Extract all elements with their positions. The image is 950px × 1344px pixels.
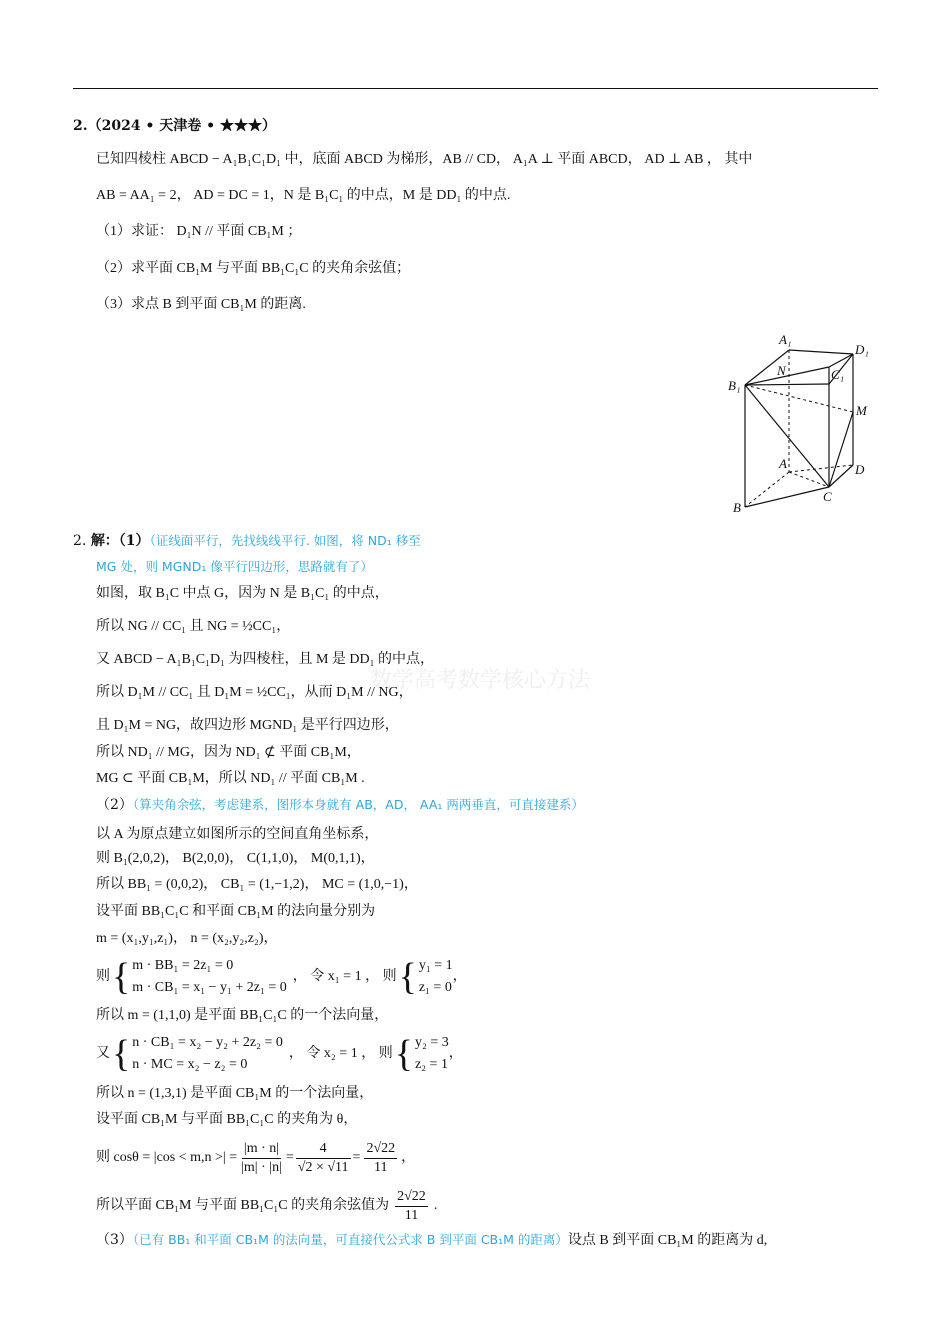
cos-lhs: 则 cosθ = |cos < m,n >| = bbox=[96, 1150, 238, 1165]
sys1-brace-2: { bbox=[398, 956, 417, 998]
sol2-line-5: m = (x₁,y₁,z₁)， n = (x₂,y₂,z₂)， bbox=[96, 931, 278, 946]
label-m: M bbox=[856, 403, 867, 418]
label-n: N bbox=[777, 363, 786, 378]
part2-label: （2） bbox=[96, 797, 133, 813]
answer2-fraction bbox=[395, 1188, 428, 1225]
sol2-line-2: 则 B₁(2,0,2)， B(2,0,0)， C(1,1,0)， M(0,1,1)， bbox=[96, 851, 375, 866]
sol1-line-4: 所以 D₁M // CC₁ 且 D₁M = ½CC₁，从而 D₁M // NG， bbox=[96, 685, 413, 700]
label-d1: D₁ bbox=[855, 342, 869, 357]
header-rule bbox=[73, 88, 878, 89]
cos-fraction-1 bbox=[241, 1140, 282, 1177]
label-b: B bbox=[733, 500, 741, 515]
cos-eq2: = bbox=[352, 1150, 361, 1165]
cos-f3-den: 11 bbox=[374, 1159, 388, 1175]
sys2-end: ， bbox=[448, 1046, 463, 1061]
sys2-r2: z₂ = 1 bbox=[414, 1057, 448, 1072]
watermark: 数学高考数学核心方法 bbox=[370, 668, 591, 693]
sys1-r2: z₁ = 0 bbox=[418, 980, 452, 995]
sys1-prefix: 则 bbox=[96, 969, 110, 984]
cos-end: ， bbox=[401, 1150, 416, 1165]
sys2-prefix: 又 bbox=[96, 1046, 110, 1061]
sys2-r1: y₂ = 3 bbox=[414, 1035, 449, 1050]
sol1-line-3: 又 ABCD − A₁B₁C₁D₁ 为四棱柱，且 M 是 DD₁ 的中点， bbox=[96, 652, 434, 667]
sys1-results bbox=[419, 955, 453, 999]
prism-figure bbox=[725, 332, 875, 517]
sys1-r1: y₁ = 1 bbox=[418, 958, 453, 973]
system-1 bbox=[96, 954, 467, 1000]
cos-fraction-2 bbox=[298, 1140, 349, 1177]
part3-label: （3） bbox=[96, 1232, 133, 1248]
sys2-brace-2: { bbox=[394, 1033, 413, 1075]
hint-part2: （算夹角余弦，考虑建系，图形本身就有 AB，AD， AA₁ 两两垂直，可直接建系） bbox=[132, 797, 584, 812]
question-stem-line-1: 已知四棱柱 ABCD − A₁B₁C₁D₁ 中，底面 ABCD 为梯形，AB // CD， A₁A ⊥ 平面 ABCD， AD ⊥ AB ， 其中 bbox=[96, 152, 753, 167]
question-header bbox=[73, 116, 276, 136]
sol1-line-5: 且 D₁M = NG，故四边形 MGND₁ 是平行四边形， bbox=[96, 718, 399, 733]
label-c: C bbox=[823, 489, 832, 504]
cos-equation bbox=[96, 1137, 415, 1179]
sys2-equations bbox=[132, 1032, 283, 1076]
sol2-n-line: 所以 n = (1,3,1) 是平面 CB₁M 的一个法向量， bbox=[96, 1086, 374, 1101]
question-part-1: （1）求证： D₁N // 平面 CB₁M ； bbox=[96, 224, 302, 239]
part2-header bbox=[96, 795, 584, 815]
solution-header bbox=[73, 531, 421, 551]
cos-f3-num: 2√22 bbox=[364, 1140, 397, 1159]
cos-f2-num: 4 bbox=[296, 1140, 351, 1159]
cos-f1-den: |m| · |n| bbox=[241, 1159, 282, 1175]
label-d: D bbox=[855, 462, 865, 477]
question-source: （2024 • 天津卷 • ★★★） bbox=[87, 118, 276, 134]
sol1-line-6: 所以 ND₁ // MG，因为 ND₁ ⊄ 平面 CB₁M， bbox=[96, 745, 361, 760]
sys2-eq1: n · CB₁ = x₂ − y₂ + 2z₂ = 0 bbox=[132, 1035, 283, 1050]
answer2-den: 11 bbox=[404, 1207, 419, 1223]
solution-number: 2. bbox=[73, 533, 87, 549]
hint-part1-b: MG 处，则 MGND₁ 像平行四边形，思路就有了） bbox=[96, 559, 373, 574]
sol2-line-1: 以 A 为原点建立如图所示的空间直角坐标系， bbox=[96, 827, 379, 842]
label-a: A bbox=[779, 456, 787, 471]
sys1-eq1: m · BB₁ = 2z₁ = 0 bbox=[132, 958, 234, 973]
system-2 bbox=[96, 1031, 463, 1077]
question-number: 2. bbox=[73, 118, 88, 134]
sys2-brace: { bbox=[112, 1033, 131, 1075]
cos-fraction-3 bbox=[364, 1140, 397, 1177]
cos-f1-num: |m · n| bbox=[242, 1140, 281, 1159]
sol1-line-2: 所以 NG // CC₁ 且 NG = ½CC₁， bbox=[96, 619, 291, 634]
hint-part1-a: （证线面平行，先找线线平行. 如图，将 ND₁ 移至 bbox=[149, 533, 421, 548]
sys2-mid: ， 令 x₂ = 1 ， 则 bbox=[288, 1046, 393, 1061]
sol1-line-1: 如图，取 B₁C 中点 G，因为 N 是 B₁C₁ 的中点， bbox=[96, 586, 389, 601]
sys1-end: ， bbox=[452, 969, 467, 984]
sys1-eq2: m · CB₁ = x₁ − y₁ + 2z₁ = 0 bbox=[132, 980, 287, 995]
sol1-line-7: MG ⊂ 平面 CB₁M，所以 ND₁ // 平面 CB₁M . bbox=[96, 771, 365, 786]
part3-text: 设点 B 到平面 CB₁M 的距离为 d, bbox=[567, 1233, 768, 1248]
sol2-m-line: 所以 m = (1,1,0) 是平面 BB₁C₁C 的一个法向量， bbox=[96, 1008, 389, 1023]
sys1-equations bbox=[132, 955, 287, 999]
sys2-eq2: n · MC = x₂ − z₂ = 0 bbox=[132, 1057, 248, 1072]
cos-f2-den: √2 × √11 bbox=[297, 1159, 349, 1175]
question-stem-line-2: AB = AA₁ = 2， AD = DC = 1，N 是 B₁C₁ 的中点，M 是 DD₁ 的中点. bbox=[96, 188, 511, 203]
label-c1: C₁ bbox=[831, 367, 845, 382]
sys2-results bbox=[415, 1032, 449, 1076]
sol2-theta-line: 设平面 CB₁M 与平面 BB₁C₁C 的夹角为 θ， bbox=[96, 1112, 358, 1127]
sol2-line-3: 所以 BB₁ = (0,0,2)， CB₁ = (1,−1,2)， MC = (1,0,−1)， bbox=[96, 877, 418, 892]
answer2-num: 2√22 bbox=[395, 1188, 428, 1207]
label-b1: B₁ bbox=[728, 378, 741, 393]
sys1-mid: ， 令 x₁ = 1 ， 则 bbox=[292, 969, 397, 984]
question-part-2: （2）求平面 CB₁M 与平面 BB₁C₁C 的夹角余弦值； bbox=[96, 261, 411, 276]
part3-line bbox=[96, 1230, 767, 1251]
cos-eq: = bbox=[285, 1150, 294, 1165]
solution-head: 解：（1） bbox=[90, 533, 150, 549]
hint-part3: （已有 BB₁ 和平面 CB₁M 的法向量，可直接代公式求 B 到平面 CB₁M 的距离） bbox=[132, 1232, 568, 1247]
answer-part2 bbox=[96, 1185, 437, 1227]
answer2-text: 所以平面 CB₁M 与平面 BB₁C₁C 的夹角余弦值为 bbox=[96, 1198, 390, 1213]
sys1-brace: { bbox=[112, 956, 131, 998]
sol2-line-4: 设平面 BB₁C₁C 和平面 CB₁M 的法向量分别为 bbox=[96, 904, 376, 919]
label-a1: A₁ bbox=[779, 332, 792, 347]
answer2-end: . bbox=[433, 1198, 438, 1213]
question-part-3: （3）求点 B 到平面 CB₁M 的距离. bbox=[96, 297, 306, 312]
